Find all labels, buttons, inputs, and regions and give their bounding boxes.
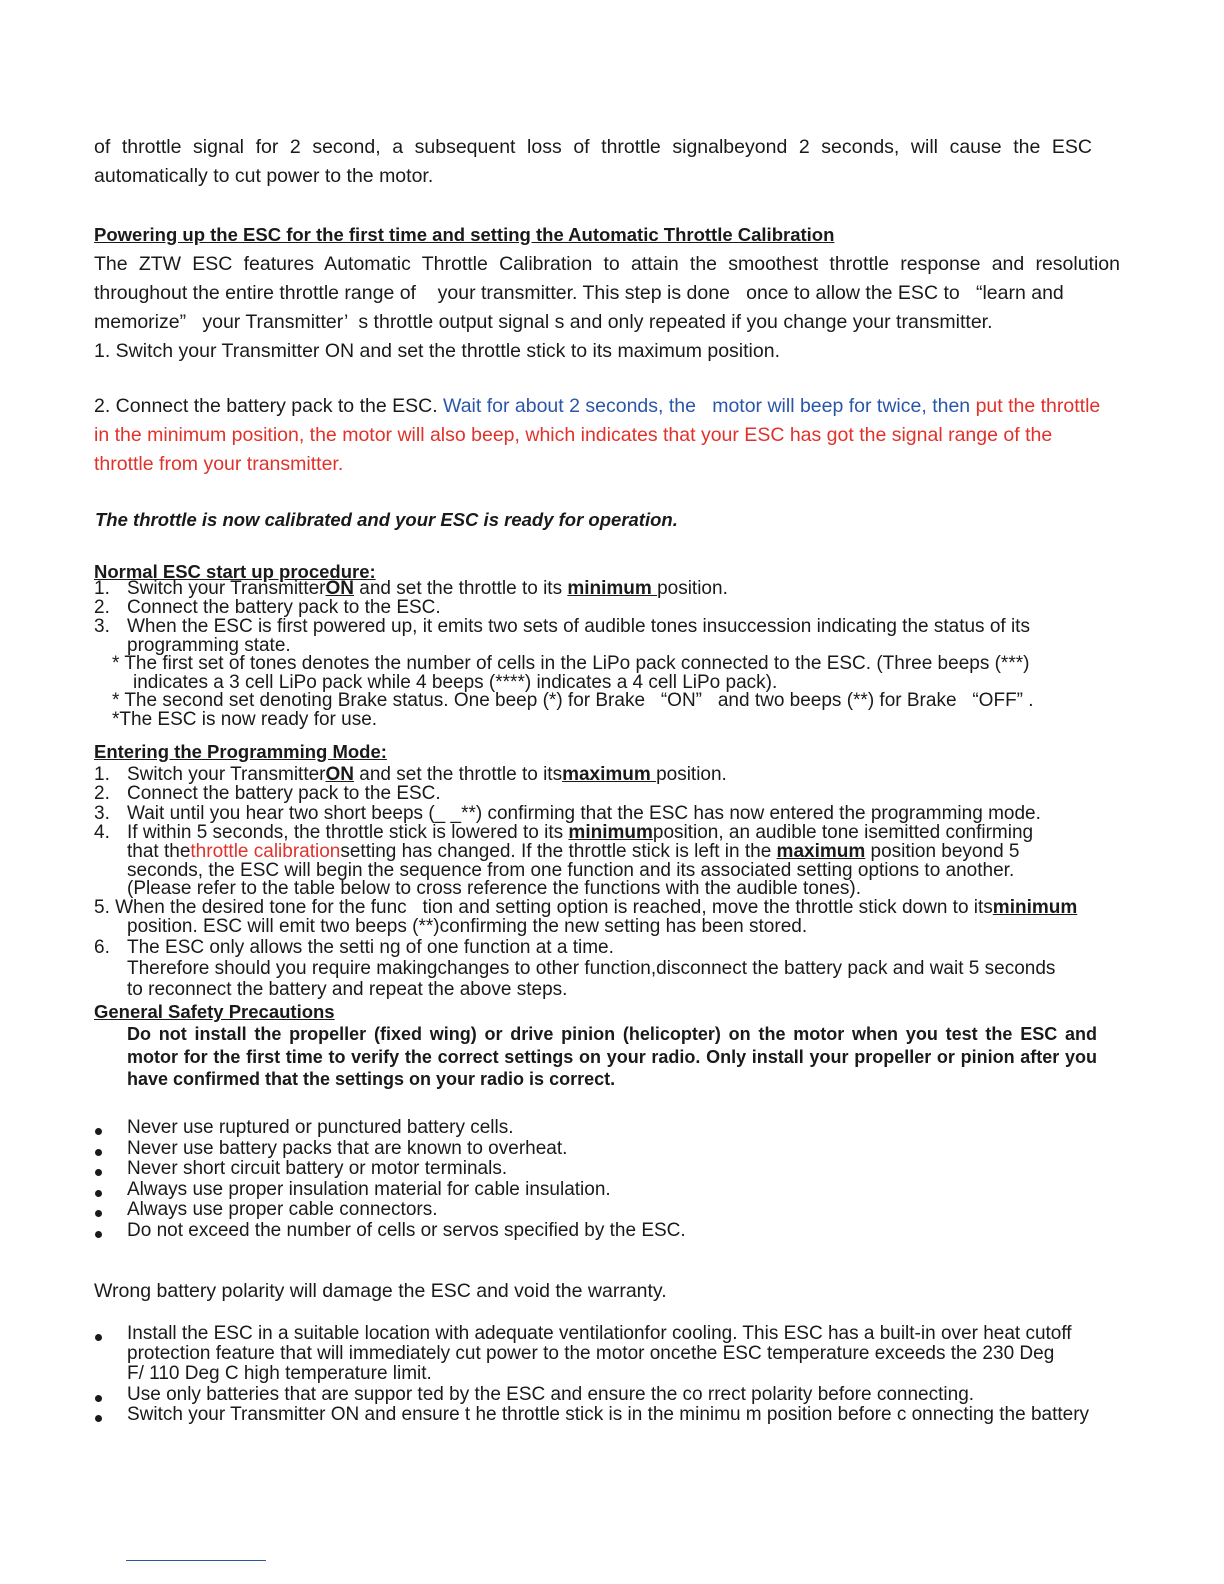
calibration-step-2-line-3: throttle from your transmitter. (94, 453, 344, 475)
calibration-paragraph-1: The ZTW ESC features Automatic Throttle Calibration to attain the smoothest throttle response and resolution (94, 253, 1120, 275)
transmitter-bullet: Switch your Transmitter ON and ensure t he throttle stick is in the minimu m position before c onnecting the battery (127, 1404, 1090, 1425)
bullet-icon (95, 1334, 102, 1341)
normal-note-ready: *The ESC is now ready for use. (112, 709, 378, 730)
safety-heading: General Safety Precautions (94, 1001, 335, 1022)
footer-rule (126, 1560, 266, 1561)
programming-step-5-line-2: position. ESC will emit two beeps (**)confirming the new setting has been stored. (127, 916, 808, 937)
calibration-step-2-line-2: in the minimum position, the motor will also beep, which indicates that your ESC has got the signal range of the (94, 424, 1053, 446)
normal-step-3-continued: programming state. (127, 635, 291, 656)
safety-bullet-2: Never use battery packs that are known to overheat. (127, 1138, 568, 1159)
bullet-icon (95, 1190, 102, 1197)
calibration-step-2 (94, 392, 1100, 421)
safety-bullet-6: Do not exceed the number of cells or servos specified by the ESC. (127, 1220, 686, 1241)
calibration-paragraph-2: throughout the entire throttle range of your transmitter. This step is done once to allow the ESC to “learn and (94, 282, 1064, 304)
safety-warning: Do not install the propeller (fixed wing) or drive pinion (helicopter) on the motor when you test the ESC and motor for the first time to verify the correct settings on your radio. Only install your propeller or pinion after you have confirmed that the settings on your radio is correct. (127, 1024, 1097, 1089)
programming-step-4-line-3: seconds, the ESC will begin the sequence from one function and its associated setting options to another. (127, 860, 1015, 881)
programming-step-1: 1. Switch your TransmitterON and set the throttle to itsmaximum position. (94, 764, 727, 785)
bullet-icon (95, 1210, 102, 1217)
programming-step-4: 4. If within 5 seconds, the throttle stick is lowered to its minimumposition, an audible tone isemitted confirming (94, 822, 1034, 843)
step-2-text: 2. Connect the battery pack to the ESC. (94, 395, 444, 417)
intro-line-2: automatically to cut power to the motor. (94, 165, 434, 187)
normal-note-cells-continued: indicates a 3 cell LiPo pack while 4 beeps (****) indicates a 4 cell LiPo pack). (133, 672, 778, 693)
ventilation-bullet-line-3: F/ 110 Deg C high temperature limit. (127, 1363, 432, 1384)
step-2-blue-text: Wait for about 2 seconds, the motor will beep for twice, then (443, 395, 976, 417)
polarity-warning: Wrong battery polarity will damage the ESC and void the warranty. (94, 1280, 667, 1302)
safety-bullet-5: Always use proper cable connectors. (127, 1199, 438, 1220)
batteries-bullet: Use only batteries that are suppor ted by the ESC and ensure the co rrect polarity before connecting. (127, 1384, 975, 1405)
programming-step-4-line-2: that thethrottle calibrationsetting has changed. If the throttle stick is left in the maximum position beyond 5 (127, 841, 1020, 862)
programming-step-6: 6. The ESC only allows the setti ng of one function at a time. (94, 937, 614, 958)
programming-step-6-line-2: Therefore should you require makingchanges to other function,disconnect the battery pack and wait 5 seconds (127, 958, 1056, 979)
bullet-icon (95, 1231, 102, 1238)
programming-step-2: 2. Connect the battery pack to the ESC. (94, 783, 441, 804)
bullet-icon (95, 1128, 102, 1135)
calibration-step-1: 1. Switch your Transmitter ON and set the throttle stick to its maximum position. (94, 340, 780, 362)
bullet-icon (95, 1149, 102, 1156)
calibration-conclusion: The throttle is now calibrated and your ESC is ready for operation. (95, 509, 678, 530)
safety-bullet-3: Never short circuit battery or motor terminals. (127, 1158, 508, 1179)
normal-step-1: 1. Switch your TransmitterON and set the throttle to its minimum position. (94, 578, 728, 599)
normal-note-cells: * The first set of tones denotes the number of cells in the LiPo pack connected to the ESC. (Three beeps (***) (112, 653, 1030, 674)
normal-note-brake: * The second set denoting Brake status. One beep (*) for Brake “ON” and two beeps (**) for Brake “OFF” . (112, 690, 1034, 711)
ventilation-bullet: Install the ESC in a suitable location with adequate ventilationfor cooling. This ESC has a built-in over heat cutoff (127, 1323, 1072, 1344)
calibration-heading: Powering up the ESC for the first time and setting the Automatic Throttle Calibration (94, 224, 835, 245)
bullet-icon (95, 1395, 102, 1402)
intro-line-1: of throttle signal for 2 second, a subsequent loss of throttle signalbeyond 2 seconds, will cause the ESC (94, 136, 1092, 158)
calibration-paragraph-3: memorize” your Transmitter’ s throttle output signal s and only repeated if you change your transmitter. (94, 311, 993, 333)
safety-bullet-4: Always use proper insulation material for cable insulation. (127, 1179, 611, 1200)
normal-startup-heading: Normal ESC start up procedure: (94, 561, 376, 582)
programming-step-5: 5. When the desired tone for the func tion and setting option is reached, move the throttle stick down to itsminimum (94, 897, 1078, 918)
normal-step-3: 3. When the ESC is first powered up, it emits two sets of audible tones insuccession indicating the status of its (94, 616, 1030, 637)
safety-bullet-1: Never use ruptured or punctured battery cells. (127, 1117, 514, 1138)
bullet-icon (95, 1415, 102, 1422)
bullet-icon (95, 1169, 102, 1176)
programming-step-3: 3. Wait until you hear two short beeps (_ _**) confirming that the ESC has now entered the programming mode. (94, 803, 1041, 824)
programming-step-4-line-4: (Please refer to the table below to cross reference the functions with the audible tones). (127, 878, 862, 899)
programming-heading: Entering the Programming Mode: (94, 741, 387, 762)
ventilation-bullet-line-2: protection feature that will immediately cut power to the motor oncethe ESC temperature exceeds the 230 Deg (127, 1343, 1055, 1364)
programming-step-6-line-3: to reconnect the battery and repeat the above steps. (127, 979, 568, 1000)
normal-step-2: 2. Connect the battery pack to the ESC. (94, 597, 441, 618)
step-2-red-text: put the throttle (975, 395, 1101, 417)
